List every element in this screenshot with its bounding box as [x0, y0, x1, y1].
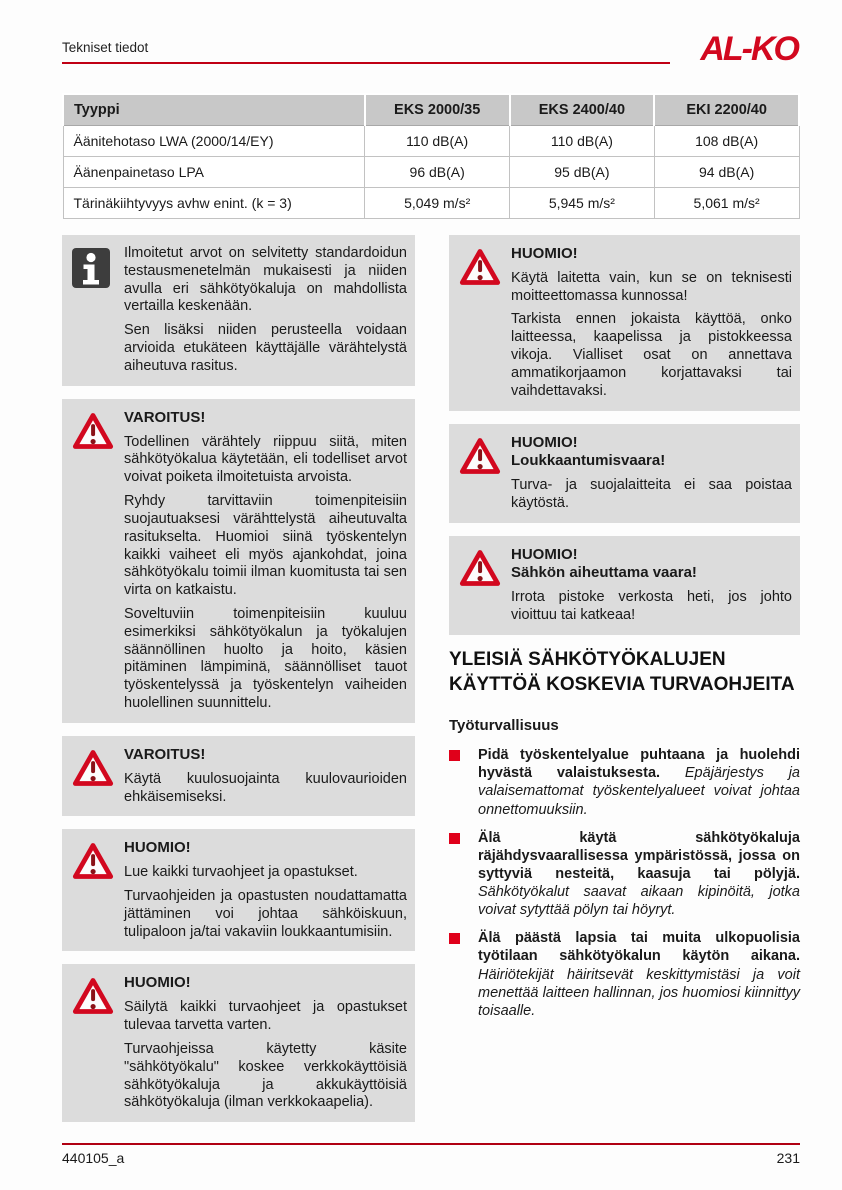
- table-row: [63, 126, 799, 157]
- table-header-cell: EKS 2000/35: [365, 94, 510, 126]
- list-item: [449, 829, 800, 920]
- table-header-cell: EKI 2200/40: [654, 94, 799, 126]
- notice-box-text: [124, 839, 407, 941]
- warning-triangle-icon: [72, 839, 124, 880]
- warning-triangle-icon: [459, 546, 511, 587]
- red-square-bullet-icon: [449, 750, 460, 761]
- list-item-bold: Älä käytä sähkötyökaluja räjähdysvaarallisessa ympäristössä, jossa on syttyviä nesteitä, kaasuja tai pölyjä.: [478, 829, 800, 882]
- content-columns: [62, 235, 800, 1135]
- warning-paragraph: Käytä kuulosuojainta kuulovaurioiden ehkäisemiseksi.: [124, 770, 407, 805]
- notice-title: HUOMIO!: [511, 545, 578, 563]
- document-code: 440105_a: [62, 1150, 125, 1166]
- notice-paragraph: Turvaohjeiden ja opastusten noudattamatta jättäminen voi johtaa sähköiskuun, tulipaloon ja/tai vakaviin loukkaantumisiin.: [124, 887, 407, 940]
- row-value: 95 dB(A): [510, 157, 655, 188]
- row-value: 5,061 m/s²: [654, 188, 799, 219]
- red-square-bullet-icon: [449, 833, 460, 844]
- notice-paragraph: Turvaohjeissa käytetty käsite "sähkötyökalu" koskee verkkokäyttöisiä sähkötyökaluja ja akkukäyttöisiä sähkötyökaluja (ilman verkkokaapelia).: [124, 1040, 407, 1111]
- row-value: 94 dB(A): [654, 157, 799, 188]
- notice-box: [62, 829, 415, 951]
- warning-triangle-icon: [459, 245, 511, 286]
- notice-paragraph: Irrota pistoke verkosta heti, jos johto vioittuu tai katkeaa!: [511, 589, 792, 624]
- list-item-text: [478, 929, 800, 1020]
- notice-title: HUOMIO!: [124, 839, 191, 857]
- warning-paragraph: Ryhdy tarvittaviin toimenpiteisiin suojautuaksesi värähttelystä aiheutuvalta rasitukselta. Huomioi siinä työskentelyn kaikki vaiheet eli myös ajankohdat, joina sähkötyökalu toimii ilman kuomitusta tai sen virta on katkaistu.: [124, 493, 407, 599]
- info-paragraph: Ilmoitetut arvot on selvitetty standardoidun testausmenetelmän mukaisesti ja niiden avulla eri sähkötyökaluja on mahdollista vertailla keskenään.: [124, 245, 407, 315]
- notice-box: [449, 536, 800, 635]
- notice-paragraph: Turva- ja suojalaitteita ei saa poistaa käytöstä.: [511, 477, 792, 511]
- notice-title: HUOMIO!: [511, 245, 578, 262]
- warning-box-text: [124, 746, 407, 806]
- warning-box: [62, 399, 415, 723]
- row-value: 108 dB(A): [654, 126, 799, 157]
- notice-box-text: [124, 974, 407, 1112]
- notice-paragraph: Käytä laitetta vain, kun se on teknisesti moitteettomassa kunnossa!: [511, 269, 792, 304]
- left-column: [62, 235, 415, 1135]
- list-item-bold: Pidä työskentelyalue puhtaana ja huolehdi hyvästä valaistuksesta.: [478, 747, 800, 782]
- notice-box-text: [511, 245, 792, 401]
- list-item-text: [478, 829, 800, 920]
- info-box-text: [124, 245, 407, 376]
- page-header-title: Tekniset tiedot: [62, 40, 149, 55]
- header-rule: [62, 62, 670, 64]
- warning-triangle-icon: [72, 974, 124, 1015]
- list-item: [449, 929, 800, 1020]
- alko-logo: AL-KO: [700, 30, 798, 68]
- warning-box-text: [124, 409, 407, 713]
- table-header-row: [63, 94, 799, 126]
- row-value: 110 dB(A): [510, 126, 655, 157]
- section-title: YLEISIÄ SÄHKÖTYÖKALUJEN KÄYTTÖÄ KOSKEVIA TURVAOHJEITA: [449, 648, 795, 695]
- info-icon: [72, 245, 124, 288]
- page-number: 231: [776, 1150, 800, 1166]
- warning-paragraph: Soveltuviin toimenpiteisiin kuuluu esimerkiksi sähkötyökalun ja työkalujen säännöllinen huolto ja hoito, käsien pitäminen lämpiminä, säännölliset tauot työskentelyssä ja työskentelyn vaiheiden huolellinen suunnittelu.: [124, 606, 407, 712]
- notice-box-text: [511, 546, 792, 625]
- warning-triangle-icon: [459, 434, 511, 475]
- list-item-bold: Älä päästä lapsia tai muita ulkopuolisia työtilaan sähkötyökalun käytön aikana.: [478, 930, 800, 965]
- info-paragraph: Sen lisäksi niiden perusteella voidaan arvioida etukäteen käyttäjälle värähtelystä aiheutuva rasitus.: [124, 322, 407, 374]
- warning-title: VAROITUS!: [124, 408, 206, 426]
- table-row: [63, 157, 799, 188]
- list-item-italic: Sähkötyökalut saavat aikaan kipinöitä, jotka voivat sytyttää pölyn tai höyryt.: [478, 884, 800, 919]
- right-column: [449, 235, 800, 1135]
- notice-paragraph: Säilytä kaikki turvaohjeet ja opastukset tulevaa tarvetta varten.: [124, 999, 407, 1034]
- row-label: Äänenpainetaso LPA: [63, 157, 365, 188]
- table-header-cell: EKS 2400/40: [510, 94, 655, 126]
- notice-title: HUOMIO!: [124, 974, 191, 992]
- notice-box-text: [511, 434, 792, 513]
- warning-paragraph: Todellinen värähtely riippuu siitä, miten sähkötyökalua käytetään, eli todelliset arvot voivat poiketa ilmoitetuista arvoista.: [124, 433, 407, 486]
- notice-paragraph: Lue kaikki turvaohjeet ja opastukset.: [124, 864, 358, 881]
- notice-paragraph: Tarkista ennen jokaista käyttöä, onko laitteessa, kaapelissa ja pistokkeessa vikoja. Vialliset osat on annettava ammatikorjaamon korjattavaksi tai vaihdettavaksi.: [511, 311, 792, 399]
- row-value: 5,049 m/s²: [365, 188, 510, 219]
- table-row: [63, 188, 799, 219]
- row-label: Tärinäkiihtyvyys avhw enint. (k = 3): [63, 188, 365, 219]
- info-box: [62, 235, 415, 386]
- notice-box: [449, 424, 800, 523]
- table-header-cell: Tyyppi: [63, 94, 365, 126]
- spec-table: [62, 93, 800, 219]
- warning-title: VAROITUS!: [124, 745, 206, 763]
- warning-triangle-icon: [72, 409, 124, 450]
- row-label: Äänitehotaso LWA (2000/14/EY): [63, 126, 365, 157]
- row-value: 96 dB(A): [365, 157, 510, 188]
- notice-subtitle: Loukkaantumisvaara!: [511, 452, 666, 470]
- list-item-italic: Epäjärjestys ja valaisemattomat työskentelyalueet voivat johtaa onnettomuuksiin.: [478, 765, 801, 818]
- list-item-italic: Häiriötekijät häiritsevät keskittymistäsi ja voit menettää laitteen hallinnan, jos huomiosi kiinnittyy toisaalle.: [478, 966, 800, 1019]
- list-item-text: [478, 746, 800, 819]
- row-value: 5,945 m/s²: [510, 188, 655, 219]
- row-value: 110 dB(A): [365, 126, 510, 157]
- red-square-bullet-icon: [449, 933, 460, 944]
- notice-title: HUOMIO!: [511, 433, 578, 451]
- footer-rule: [62, 1143, 800, 1145]
- warning-triangle-icon: [72, 746, 124, 787]
- notice-subtitle: Sähkön aiheuttama vaara!: [511, 564, 697, 582]
- notice-box: [62, 964, 415, 1122]
- list-item: [449, 746, 800, 819]
- notice-box: [449, 235, 800, 411]
- section-subtitle: Työturvallisuus: [449, 717, 559, 735]
- warning-box: [62, 736, 415, 816]
